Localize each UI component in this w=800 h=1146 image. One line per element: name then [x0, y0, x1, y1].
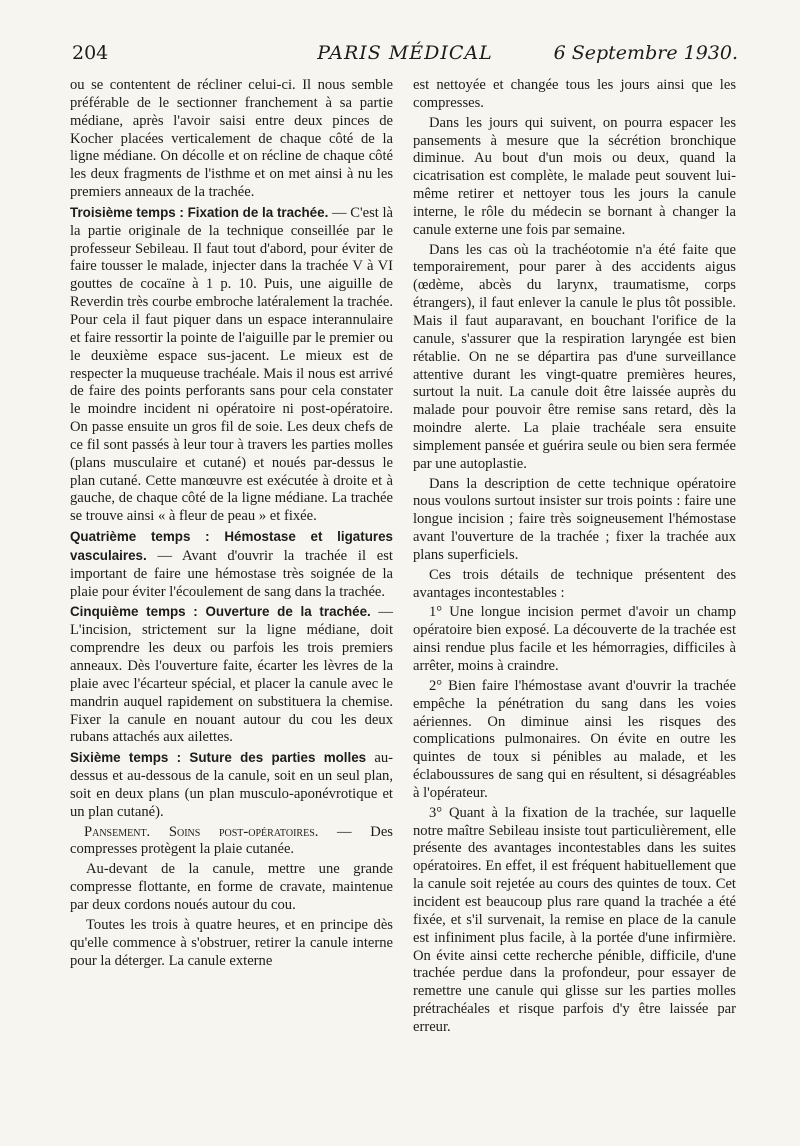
issue-date: 6 Septembre 1930.	[553, 42, 738, 64]
paragraph: Dans les jours qui suivent, on pourra espacer les pansements à mesure que la sécrétion bronchique diminue. Au bout d'un mois ou deux, quand la cicatrisation est complète, le malade peut souvent lui-même retirer et nettoyer tous les jours la canule interne, le rôle du médecin se bornant à changer la canule externe une fois par semaine.	[413, 114, 736, 238]
paragraph: Dans la description de cette technique opératoire nous voulons surtout insister sur trois points : faire une longue incision ; faire très soigneusement l'hémostase avant l'ouverture de la trachée ; fixer la trachée aux plans superficiels.	[413, 475, 736, 563]
section-heading: Troisième temps : Fixation de la trachée.	[70, 204, 329, 220]
page-header	[72, 38, 738, 68]
section-heading: Sixième temps : Suture des parties molles	[70, 750, 367, 766]
paragraph: 3° Quant à la fixation de la trachée, sur laquelle notre maître Sebileau insiste tout particulièrement, elle présente des avantages incontestables dans les suites opératoires. En effet, il est fréquent habituellement que la canule soit rejetée au cours des quintes de toux. Cet incident est beaucoup plus rare quand la trachée a été fixée, et s'il survenait, la remise en place de la canule est infiniment plus facile, à la portée d'une infirmière. On évite ainsi cette recherche pénible, difficile, d'une trachée perdue dans la profondeur, pour essayer de remettre une canule qui glisse sur les parties molles prétrachéales et risque parfois d'y être laissée par erreur.	[413, 804, 736, 1035]
paragraph: ou se contentent de récliner celui-ci. Il nous semble préférable de le sectionner franchement à sa partie médiane, après l'avoir saisi entre deux pinces de Kocher placées verticalement de chaque côté de la ligne médiane. On décolle et on récline de chaque côté les deux fragments de l'isthme et on met ainsi à nu les premiers anneaux de la trachée.	[70, 77, 393, 201]
paragraph-text: — L'incision, strictement sur la ligne médiane, doit comprendre les deux ou parfois les trois premiers anneaux. Dès l'ouverture faite, écarter les lèvres de la plaie avec l'écarteur spécial, et placer la canule avec le mandrin auquel rapidement on substituera la chemise. Fixer la canule en nouant autour du cou les deux rubans attachés aux ailettes.	[70, 604, 393, 746]
section-heading: Pansement. Soins post-opératoires.	[84, 823, 319, 840]
section-sixth-step	[70, 749, 393, 821]
section-fourth-step	[70, 528, 393, 601]
section-dressing	[70, 824, 393, 860]
section-fifth-step	[70, 603, 393, 747]
journal-title: PARIS MÉDICAL	[317, 42, 493, 64]
paragraph-text: — C'est là la partie originale de la technique conseillée par le professeur Sebileau. Il faut tout d'abord, pour éviter de faire tousser le malade, injecter dans la trachée V à VI gouttes de cocaïne à 1 p. 10. Puis, une aiguille de Reverdin très courbe embroche latéralement la trachée. Pour cela il faut piquer dans un espace interannulaire et faire ressortir la pointe de l'aiguille par le premier ou le deuxième espace sus-jacent. Le mieux est de respecter la muqueuse trachéale. Mais il nous est arrivé de faire des points perforants sans pour cela constater le moindre incident ni opératoire ni post-opératoire. On passe ensuite un gros fil de soie. Les deux chefs de ce fil sont passés à leur tour à travers les parties molles (plans musculaire et cutané) et noués par-dessus le plan cutané. Cette manœuvre est exécutée à droite et à gauche, de chaque côté de la ligne médiane. La trachée se trouve ainsi « à fleur de peau » et fixée.	[70, 204, 393, 525]
paragraph-text: — Des compresses protègent la plaie cutanée.	[70, 823, 393, 858]
paragraph-text: — Avant d'ouvrir la trachée il est important de faire une hémostase très soignée de la plaie pour éviter l'écoulement de sang dans la trachée.	[70, 547, 393, 600]
section-heading: Quatrième temps : Hémostase et ligatures vasculaires.	[70, 529, 393, 563]
paragraph: Au-devant de la canule, mettre une grande compresse flottante, en forme de cravate, maintenue par deux cordons noués autour du cou.	[70, 861, 393, 913]
paragraph: Toutes les trois à quatre heures, et en principe dès qu'elle commence à s'obstruer, retirer la canule interne pour la déterger. La canule externe	[70, 916, 393, 969]
paragraph-text: au-dessus et au-dessous de la canule, soit en un seul plan, soit en deux plans (un plan musculo-aponévrotique et un plan cutané).	[70, 750, 393, 820]
right-column	[413, 77, 736, 1039]
left-column	[70, 77, 393, 972]
page-number: 204	[72, 42, 109, 64]
paragraph: 2° Bien faire l'hémostase avant d'ouvrir la trachée empêche la pénétration du sang dans les voies aériennes. On diminue ainsi les risques des complications pulmonaires. On évite en outre les quintes de toux si pénibles au malade, et les éclaboussures de sang qui en résultent, si désagréables à l'opérateur.	[413, 677, 736, 801]
section-heading: Cinquième temps : Ouverture de la trachée.	[70, 604, 371, 620]
paragraph: Ces trois détails de technique présentent des avantages incontestables :	[413, 566, 736, 601]
paragraph: 1° Une longue incision permet d'avoir un champ opératoire bien exposé. La découverte de la trachée est ainsi rendue plus facile et les hémorragies, difficiles à arrêter, moins à craindre.	[413, 604, 736, 674]
paragraph: Dans les cas où la trachéotomie n'a été faite que temporairement, pour parer à des accidents aigus (œdème, abcès du larynx, traumatisme, corps étrangers), il faut enlever la canule le plus tôt possible. Mais il faut auparavant, en bouchant l'orifice de la canule, s'assurer que la respiration laryngée est bien rétablie. On ne se départira pas d'une surveillance attentive durant les vingt-quatre premières heures, surtout la nuit. La canule doit être laissée auprès du malade pour pouvoir être remise sans retard, dès la moindre alerte. La plaie trachéale sera ensuite simplement pansée et guérira seule ou bien sera fermée par une autoplastie.	[413, 241, 736, 472]
paragraph: est nettoyée et changée tous les jours ainsi que les compresses.	[413, 77, 736, 111]
section-third-step	[70, 204, 393, 526]
